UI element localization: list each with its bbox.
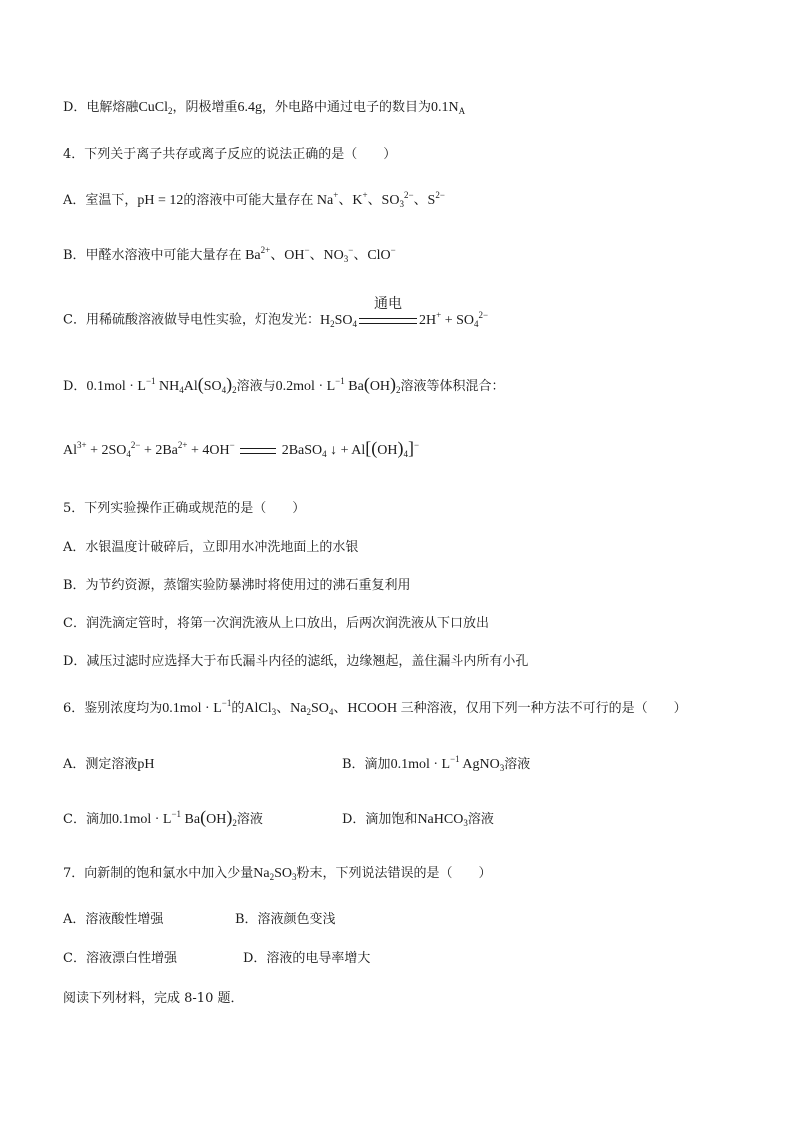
q6-option-c: C．滴加$0.1mol \cdot L^{-1}$ $Ba(OH)_2$溶液 — [63, 807, 263, 828]
q6-option-d: D．滴加饱和NaHCO$_3$溶液 — [342, 812, 494, 828]
q4-option-b: B．甲醛水溶液中可能大量存在 $Ba^{2+}$、OH−、$NO_3^-$、ClO− — [63, 245, 396, 264]
q5-option-b: B．为节约资源，蒸馏实验防暴沸时将使用过的沸石重复利用 — [63, 578, 411, 593]
q7-option-d: D．溶液的电导率增大 — [243, 951, 371, 966]
q5-stem: 5．下列实验操作正确或规范的是（ ） — [63, 501, 306, 516]
q4-option-c: C．用稀硫酸溶液做导电性实验，灯泡发光：$H_2SO_4$ 通电 $2H^+ + SO_4^{2-}$ — [63, 296, 489, 329]
q5-option-d: D．减压过滤时应选择大于布氏漏斗内径的滤纸，边缘翘起，盖住漏斗内所有小孔 — [63, 654, 529, 669]
reading-instruction: 阅读下列材料，完成 8-10 题． — [63, 991, 244, 1006]
q5-option-c: C．润洗滴定管时，将第一次润洗液从上口放出，后两次润洗液从下口放出 — [63, 616, 489, 631]
q6-option-a: A．测定溶液pH — [63, 757, 155, 772]
q6-stem: 6．鉴别浓度均为$0.1mol \cdot L^{-1}$的AlCl$_3$、$Na_2SO_4$、HCOOH 三种溶液，仅用下列一种方法不可行的是（ ） — [63, 698, 687, 717]
q7-option-b: B．溶液颜色变浅 — [235, 912, 336, 927]
q3-option-d: D．电解熔融CuCl$_2$，阴极增重6.4g，外电路中通过电子的数目为$0.1N_A$ — [63, 100, 466, 116]
q7-option-c: C．溶液漂白性增强 — [63, 951, 177, 966]
q7-option-a: A．溶液酸性增强 — [63, 912, 164, 927]
q4-stem: 4．下列关于离子共存或离子反应的说法正确的是（ ） — [63, 147, 397, 162]
electrolysis-arrow: 通电 — [359, 311, 417, 329]
q6-option-b: B．滴加$0.1mol \cdot L^{-1}$ AgNO$_3$溶液 — [342, 754, 531, 773]
q4-option-a: A．室温下，pH = 12的溶液中可能大量存在 Na+、K+、$SO_3^{2-}$、$S^{2-}$ — [63, 190, 445, 209]
q7-stem: 7．向新制的饱和氯水中加入少量$Na_2SO_3$粉末，下列说法错误的是（ ） — [63, 866, 492, 882]
q4-option-d: D．$0.1mol \cdot L^{-1}$ $NH_4Al(SO_4)_2$溶液与$0.2mol \cdot L^{-1}$ $Ba(OH)_2$溶液等体积混合： — [63, 374, 505, 395]
q5-option-a: A．水银温度计破碎后，立即用水冲洗地面上的水银 — [63, 540, 359, 555]
q4-option-d-equation: $Al^{3+} + 2SO_4^{2-} + 2Ba^{2+} + 4OH^-$ 2BaSO$_4$ ↓ + $Al[(OH)_4]^-$ — [63, 438, 420, 459]
